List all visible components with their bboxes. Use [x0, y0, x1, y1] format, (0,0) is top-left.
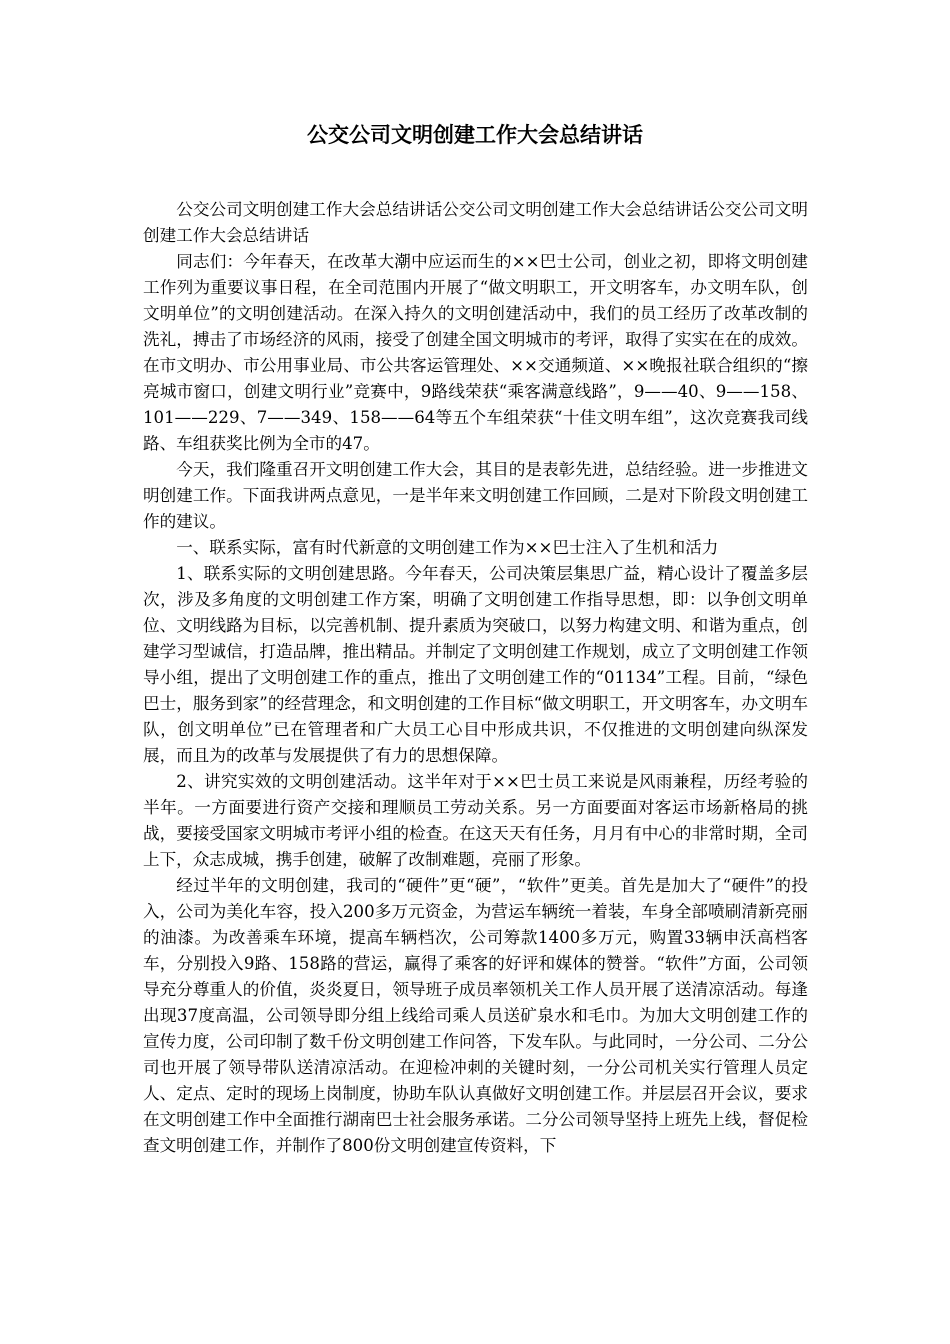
paragraph-results: 经过半年的文明创建，我司的“硬件”更“硬”，“软件”更美。首先是加大了“硬件”的投入，公司为美化车容，投入200多万元资金，为营运车辆统一着装，车身全部喷刷清新亮丽的油漆。为改善乘车环境，提高车辆档次，公司筹款1400多万元，购置33辆申沃高档客车，分别投入9路、158路的营运，赢得了乘客的好评和媒体的赞誉。“软件”方面，公司领导充分尊重人的价值，炎炎夏日，领导班子成员率领机关工作人员开展了送清凉活动。每逢出现37度高温，公司领导即分组上线给司乘人员送矿泉水和毛巾。为加大文明创建工作的宣传力度，公司印制了数千份文明创建工作问答，下发车队。与此同时，一分公司、二分公司也开展了领导带队送清凉活动。在迎检冲刺的关键时刻，一分公司机关实行管理人员定人、定点、定时的现场上岗制度，协助车队认真做好文明创建工作。并层层召开会议，要求在文明创建工作中全面推行湖南巴士社会服务承诺。二分公司领导坚持上班先上线，督促检查文明创建工作，并制作了800份文明创建宣传资料，下 — [143, 876, 808, 1155]
paragraph-point-2: 2、讲究实效的文明创建活动。这半年对于××巴士员工来说是风雨兼程，历经考验的半年。一方面要进行资产交接和理顺员工劳动关系。另一方面要面对客运市场新格局的挑战，要接受国家文明城市考评小组的检查。在这天天有任务，月月有中心的非常时期，全司上下，众志成城，携手创建，破解了改制难题，亮丽了形象。 — [143, 772, 808, 869]
paragraph-point-1: 1、联系实际的文明创建思路。今年春天，公司决策层集思广益，精心设计了覆盖多层次，涉及多角度的文明创建工作方案，明确了文明创建工作指导思想，即：以争创文明单位、文明线路为目标，以完善机制、提升素质为突破口，以努力构建文明、和谐为重点，创建学习型诚信，打造品牌，推出精品。并制定了文明创建工作规划，成立了文明创建工作领导小组，提出了文明创建工作的重点，推出了文明创建工作的“01134”工程。目前，“绿色巴士，服务到家”的经营理念，和文明创建的工作目标“做文明职工，开文明客车，办文明车队，创文明单位”已在管理者和广大员工心目中形成共识，不仅推进的文明创建向纵深发展，而且为的改革与发展提供了有力的思想保障。 — [143, 564, 808, 765]
paragraph-greeting: 同志们：今年春天，在改革大潮中应运而生的××巴士公司，创业之初，即将文明创建工作列为重要议事日程，在全司范围内开展了“做文明职工，开文明客车，办文明车队，创文明单位”的文明创建活动。在深入持久的文明创建活动中，我们的员工经历了改革改制的洗礼，搏击了市场经济的风雨，接受了创建全国文明城市的考评，取得了实实在在的成效。在市文明办、市公用事业局、市公共客运管理处、××交通频道、××晚报社联合组织的“擦亮城市窗口，创建文明行业”竞赛中，9路线荣获“乘客满意线路”，9——40、9——158、101——229、7——349、158——64等五个车组荣获“十佳文明车组”，这次竞赛我司线路、车组获奖比例为全市的47。 — [143, 252, 808, 453]
section-heading-1: 一、联系实际，富有时代新意的文明创建工作为××巴士注入了生机和活力 — [176, 538, 719, 557]
paragraph-purpose: 今天，我们隆重召开文明创建工作大会，其目的是表彰先进，总结经验。进一步推进文明创建工作。下面我讲两点意见，一是半年来文明创建工作回顾，二是对下阶段文明创建工作的建议。 — [143, 460, 808, 531]
document-title: 公交公司文明创建工作大会总结讲话 — [307, 122, 643, 147]
document-body — [143, 197, 808, 1159]
paragraph-intro: 公交公司文明创建工作大会总结讲话公交公司文明创建工作大会总结讲话公交公司文明创建工作大会总结讲话 — [143, 200, 808, 245]
